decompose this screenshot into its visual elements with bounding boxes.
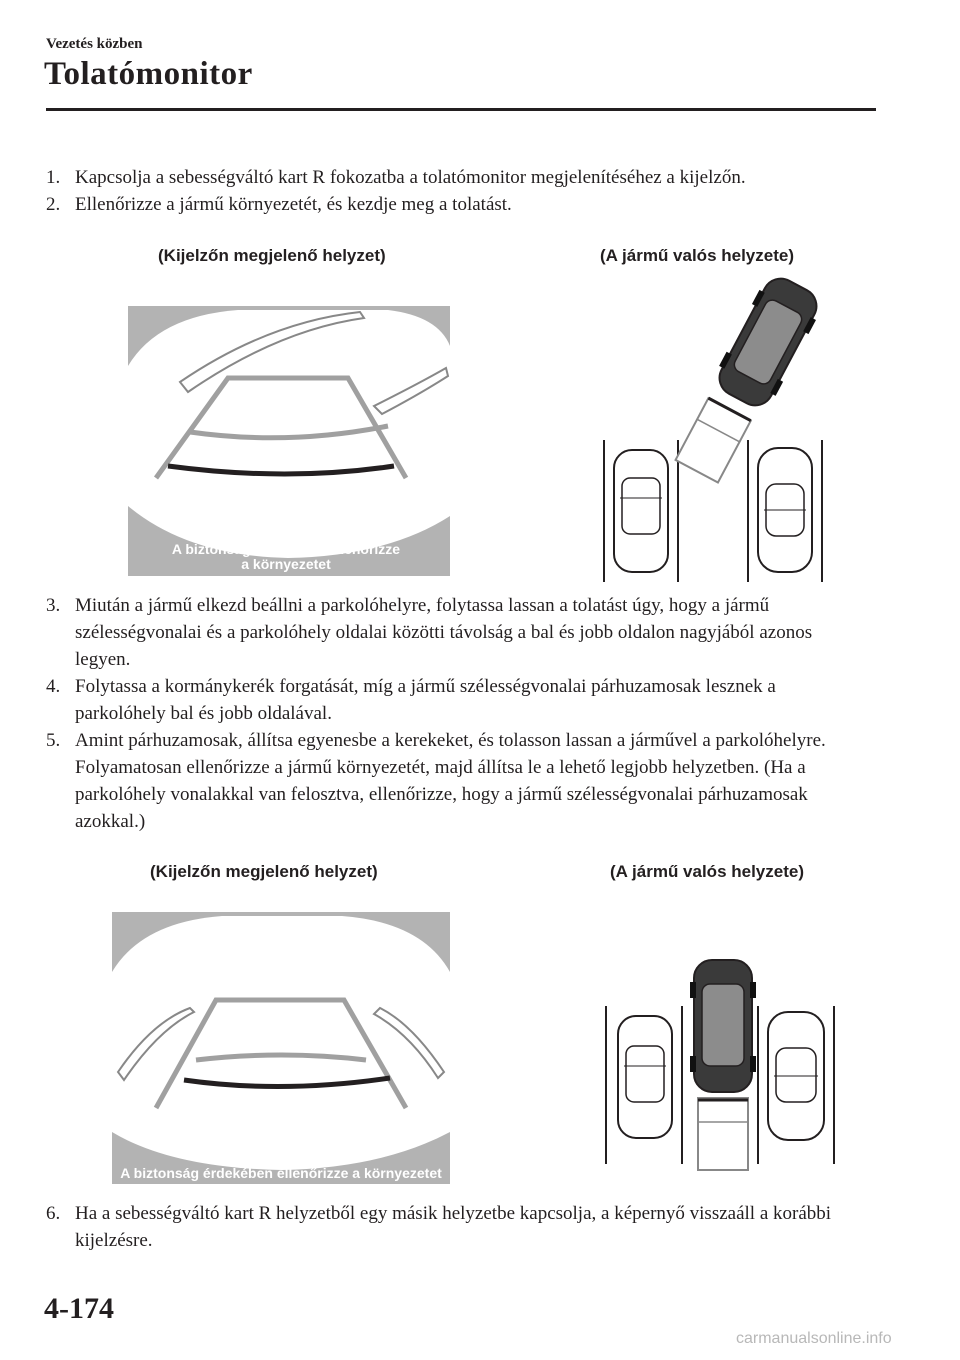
step-text: Ha a sebességváltó kart R helyzetből egy másik helyzetbe kapcsolja, a képernyő visszaáll a korábbi kijelzésre.	[75, 1203, 832, 1251]
figure2-caption-real: (A jármű valós helyzete)	[610, 862, 804, 881]
step-2	[46, 191, 866, 218]
step-text: Ellenőrizze a jármű környezetét, és kezdje meg a tolatást.	[75, 194, 512, 215]
step-number: 2.	[46, 194, 61, 215]
figure1-monitor-screen	[128, 306, 450, 576]
figure1-caption-real: (A jármű valós helyzete)	[600, 246, 794, 265]
page-number: 4-174	[44, 1292, 114, 1325]
step-number: 6.	[46, 1203, 61, 1224]
step-5	[46, 727, 866, 835]
step-text: Kapcsolja a sebességváltó kart R fokozatba a tolatómonitor megjelenítéséhez a kijelzőn.	[75, 167, 746, 188]
step-number: 3.	[46, 595, 61, 616]
step-number: 5.	[46, 730, 61, 751]
step-number: 1.	[46, 167, 61, 188]
parked-car-left-icon	[618, 1016, 672, 1138]
reversing-car-icon	[690, 960, 756, 1092]
parked-car-right-icon	[758, 448, 812, 572]
figure1-caption-screen: (Kijelzőn megjelenő helyzet)	[158, 246, 386, 265]
parked-car-left-icon	[614, 450, 668, 572]
figure1-screen-note-line1: A biztonság érdekében ellenőrizze	[171, 541, 401, 557]
step-1	[46, 164, 866, 191]
watermark: carmanualsonline.info	[736, 1330, 892, 1347]
figure1-parking-scene	[590, 272, 840, 584]
step-text: Amint párhuzamosak, állítsa egyenesbe a kerekeket, és tolasson lassan a járművel a parkolóhelyre. Folyamatosan ellenőrizze a jármű környezetét, majd állítsa le a lehető legjobb helyzetben. (Ha a parkolóhely vonalakkal van felosztva, ellenőrizze, hogy a jármű szélességvonalai párhuzamosak azokkal.)	[75, 730, 826, 832]
figure2-parking-scene	[594, 956, 844, 1174]
figure1-screen-note-line2: a környezetet	[241, 556, 331, 572]
step-3	[46, 592, 866, 673]
page-title: Tolatómonitor	[44, 56, 253, 92]
step-4	[46, 673, 866, 727]
step-6	[46, 1200, 866, 1254]
section-title: Vezetés közben	[46, 36, 143, 52]
figure2-screen-note: A biztonság érdekében ellenőrizze a környezetet	[120, 1165, 442, 1181]
parked-car-right-icon	[768, 1012, 824, 1140]
figure2-caption-screen: (Kijelzőn megjelenő helyzet)	[150, 862, 378, 881]
figure2-monitor-screen	[112, 912, 450, 1184]
step-number: 4.	[46, 676, 61, 697]
reversing-car-icon	[710, 272, 827, 414]
step-text: Folytassa a kormánykerék forgatását, míg a jármű szélességvonalai párhuzamosak lesznek a parkolóhely bal és jobb oldalával.	[75, 676, 776, 724]
step-text: Miután a jármű elkezd beállni a parkolóhelyre, folytassa lassan a tolatást úgy, hogy a jármű szélességvonalai és a parkolóhely oldalai közötti távolság a bal és jobb oldalon nagyjából azonos legyen.	[75, 595, 813, 670]
header-rule	[46, 108, 876, 111]
